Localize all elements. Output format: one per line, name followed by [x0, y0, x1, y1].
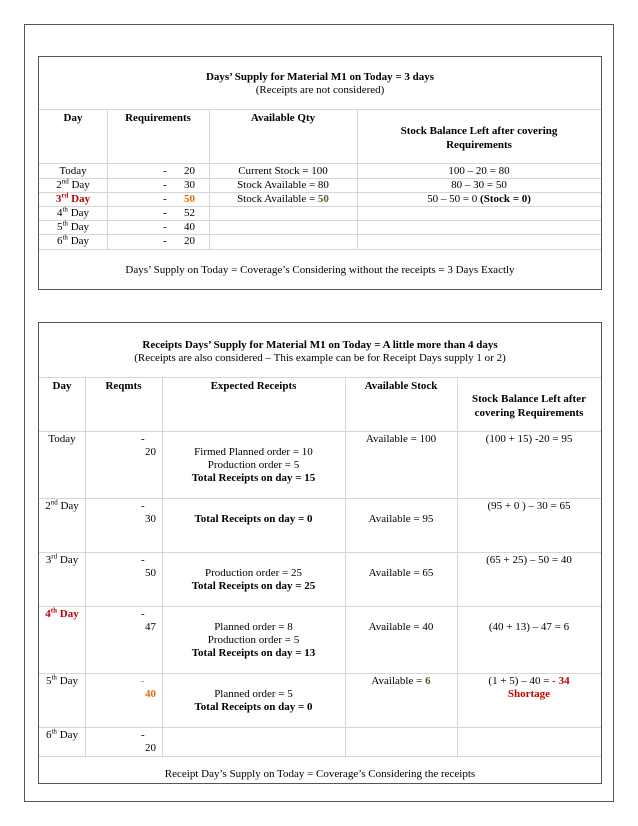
- table2-row6-dash: -: [141, 729, 145, 741]
- table2-row1-avail: Available = 100: [365, 433, 437, 445]
- table2-row1-day: Today: [48, 433, 76, 445]
- table1-row4-day: 4th Day: [56, 205, 90, 219]
- table1-row3-dash: -: [163, 193, 167, 205]
- table2-row6-req: 20: [145, 742, 156, 754]
- table1-header-requirements: Requirements: [125, 112, 191, 124]
- table2-row2-dash: -: [141, 500, 145, 512]
- table1-row2-avail: Stock Available = 80: [237, 179, 329, 191]
- table1-row2-req: 30: [184, 179, 195, 191]
- table2-row4-avail: Available = 40: [368, 621, 434, 633]
- table2-row3-receipt1: Production order = 25: [205, 567, 302, 579]
- table2-row4-receipt1: Planned order = 8: [214, 621, 293, 633]
- receipts-days-supply-table: [38, 322, 602, 784]
- table2-row2-req: 30: [145, 513, 156, 525]
- table1-row6-day: 6th Day: [56, 233, 90, 247]
- table2-header-reqmts: Reqmts: [105, 380, 142, 392]
- table1-row5-req: 40: [184, 221, 195, 233]
- table1-subtitle: (Receipts are not considered): [255, 84, 385, 96]
- table2-row1-dash: -: [141, 433, 145, 445]
- table1-row2-dash: -: [163, 179, 167, 191]
- table2-footer: Receipt Day’s Supply on Today = Coverage’s Considering the receipts: [164, 768, 476, 780]
- table1-row4-dash: -: [163, 207, 167, 219]
- table2-row2-balance: (95 + 0 ) – 30 = 65: [487, 500, 571, 512]
- table2-header-expected: Expected Receipts: [210, 380, 297, 392]
- table2-row5-req: 40: [145, 688, 156, 700]
- table1-row2-balance: 80 – 30 = 50: [451, 179, 507, 191]
- table1-row1-day: Today: [59, 165, 87, 177]
- table2-row3-balance: (65 + 25) – 50 = 40: [486, 554, 572, 566]
- days-supply-table: [38, 56, 602, 290]
- table2-row5-balance: (1 + 5) – 40 = - 34: [488, 675, 570, 687]
- table1-row5-dash: -: [163, 221, 167, 233]
- table1-row1-dash: -: [163, 165, 167, 177]
- table1-row6-dash: -: [163, 235, 167, 247]
- table1-row1-balance: 100 – 20 = 80: [448, 165, 510, 177]
- table2-row4-balance: (40 + 13) – 47 = 6: [488, 621, 570, 633]
- table1-row1-req: 20: [184, 165, 195, 177]
- table2-row1-receipt1: Firmed Planned order = 10: [194, 446, 313, 458]
- table1-header-balance-line1: Stock Balance Left after covering: [400, 125, 558, 137]
- table2-row4-day: 4th Day: [45, 606, 79, 620]
- table1-row4-req: 52: [184, 207, 195, 219]
- table2-header-balance-line2: covering Requirements: [474, 407, 584, 419]
- table2-row3-avail: Available = 65: [368, 567, 434, 579]
- table1-row2-day: 2nd Day: [56, 177, 90, 191]
- table2-header-available: Available Stock: [364, 380, 438, 392]
- table1-row1-avail: Current Stock = 100: [238, 165, 328, 177]
- table2-row5-avail: Available = 6: [371, 675, 431, 687]
- table2-row2-day: 2nd Day: [45, 498, 79, 512]
- table1-footer: Days’ Supply on Today = Coverage’s Considering without the receipts = 3 Days Exactly: [125, 264, 515, 276]
- table2-row2-total: Total Receipts on day = 0: [194, 513, 313, 525]
- table1-row3-day: 3rd Day: [55, 191, 91, 205]
- table1-header-available: Available Qty: [250, 112, 316, 124]
- table2-row4-receipt2: Production order = 5: [207, 634, 300, 646]
- table2-row3-req: 50: [145, 567, 156, 579]
- table1-row3-avail: Stock Available = 50: [237, 193, 329, 205]
- table1-row6-req: 20: [184, 235, 195, 247]
- table2-row5-total: Total Receipts on day = 0: [194, 701, 313, 713]
- table2-header-balance-line1: Stock Balance Left after: [472, 393, 586, 405]
- table2-header-day: Day: [52, 380, 72, 392]
- table2-row5-receipt1: Planned order = 5: [214, 688, 293, 700]
- table2-row1-req: 20: [145, 446, 156, 458]
- table2-row4-req: 47: [145, 621, 156, 633]
- table2-row1-total: Total Receipts on day = 15: [191, 472, 316, 484]
- table1-row3-balance: 50 – 50 = 0 (Stock = 0): [427, 193, 531, 205]
- table1-header-balance-line2: Requirements: [446, 139, 512, 151]
- table2-row5-shortage: Shortage: [507, 688, 551, 700]
- table2-row3-total: Total Receipts on day = 25: [191, 580, 316, 592]
- table1-row3-req: 50: [184, 193, 195, 205]
- table2-row4-dash: -: [141, 608, 145, 620]
- table2-row3-dash: -: [141, 554, 145, 566]
- table1-title: Days’ Supply for Material M1 on Today = 3 days: [205, 71, 435, 83]
- table2-row4-total: Total Receipts on day = 13: [191, 647, 316, 659]
- table2-row6-day: 6th Day: [45, 727, 79, 741]
- table2-subtitle: (Receipts are also considered – This example can be for Receipt Days supply 1 or 2): [134, 352, 506, 364]
- table2-row1-receipt2: Production order = 5: [207, 459, 300, 471]
- table2-row1-balance: (100 + 15) -20 = 95: [485, 433, 573, 445]
- table2-row3-day: 3rd Day: [45, 552, 79, 566]
- table1-row5-day: 5th Day: [56, 219, 90, 233]
- table2-title: Receipts Days’ Supply for Material M1 on Today = A little more than 4 days: [142, 339, 498, 351]
- table2-row5-day: 5th Day: [45, 673, 79, 687]
- table1-header-day: Day: [63, 112, 83, 124]
- table2-row5-dash: -: [141, 675, 145, 687]
- table2-row2-avail: Available = 95: [368, 513, 434, 525]
